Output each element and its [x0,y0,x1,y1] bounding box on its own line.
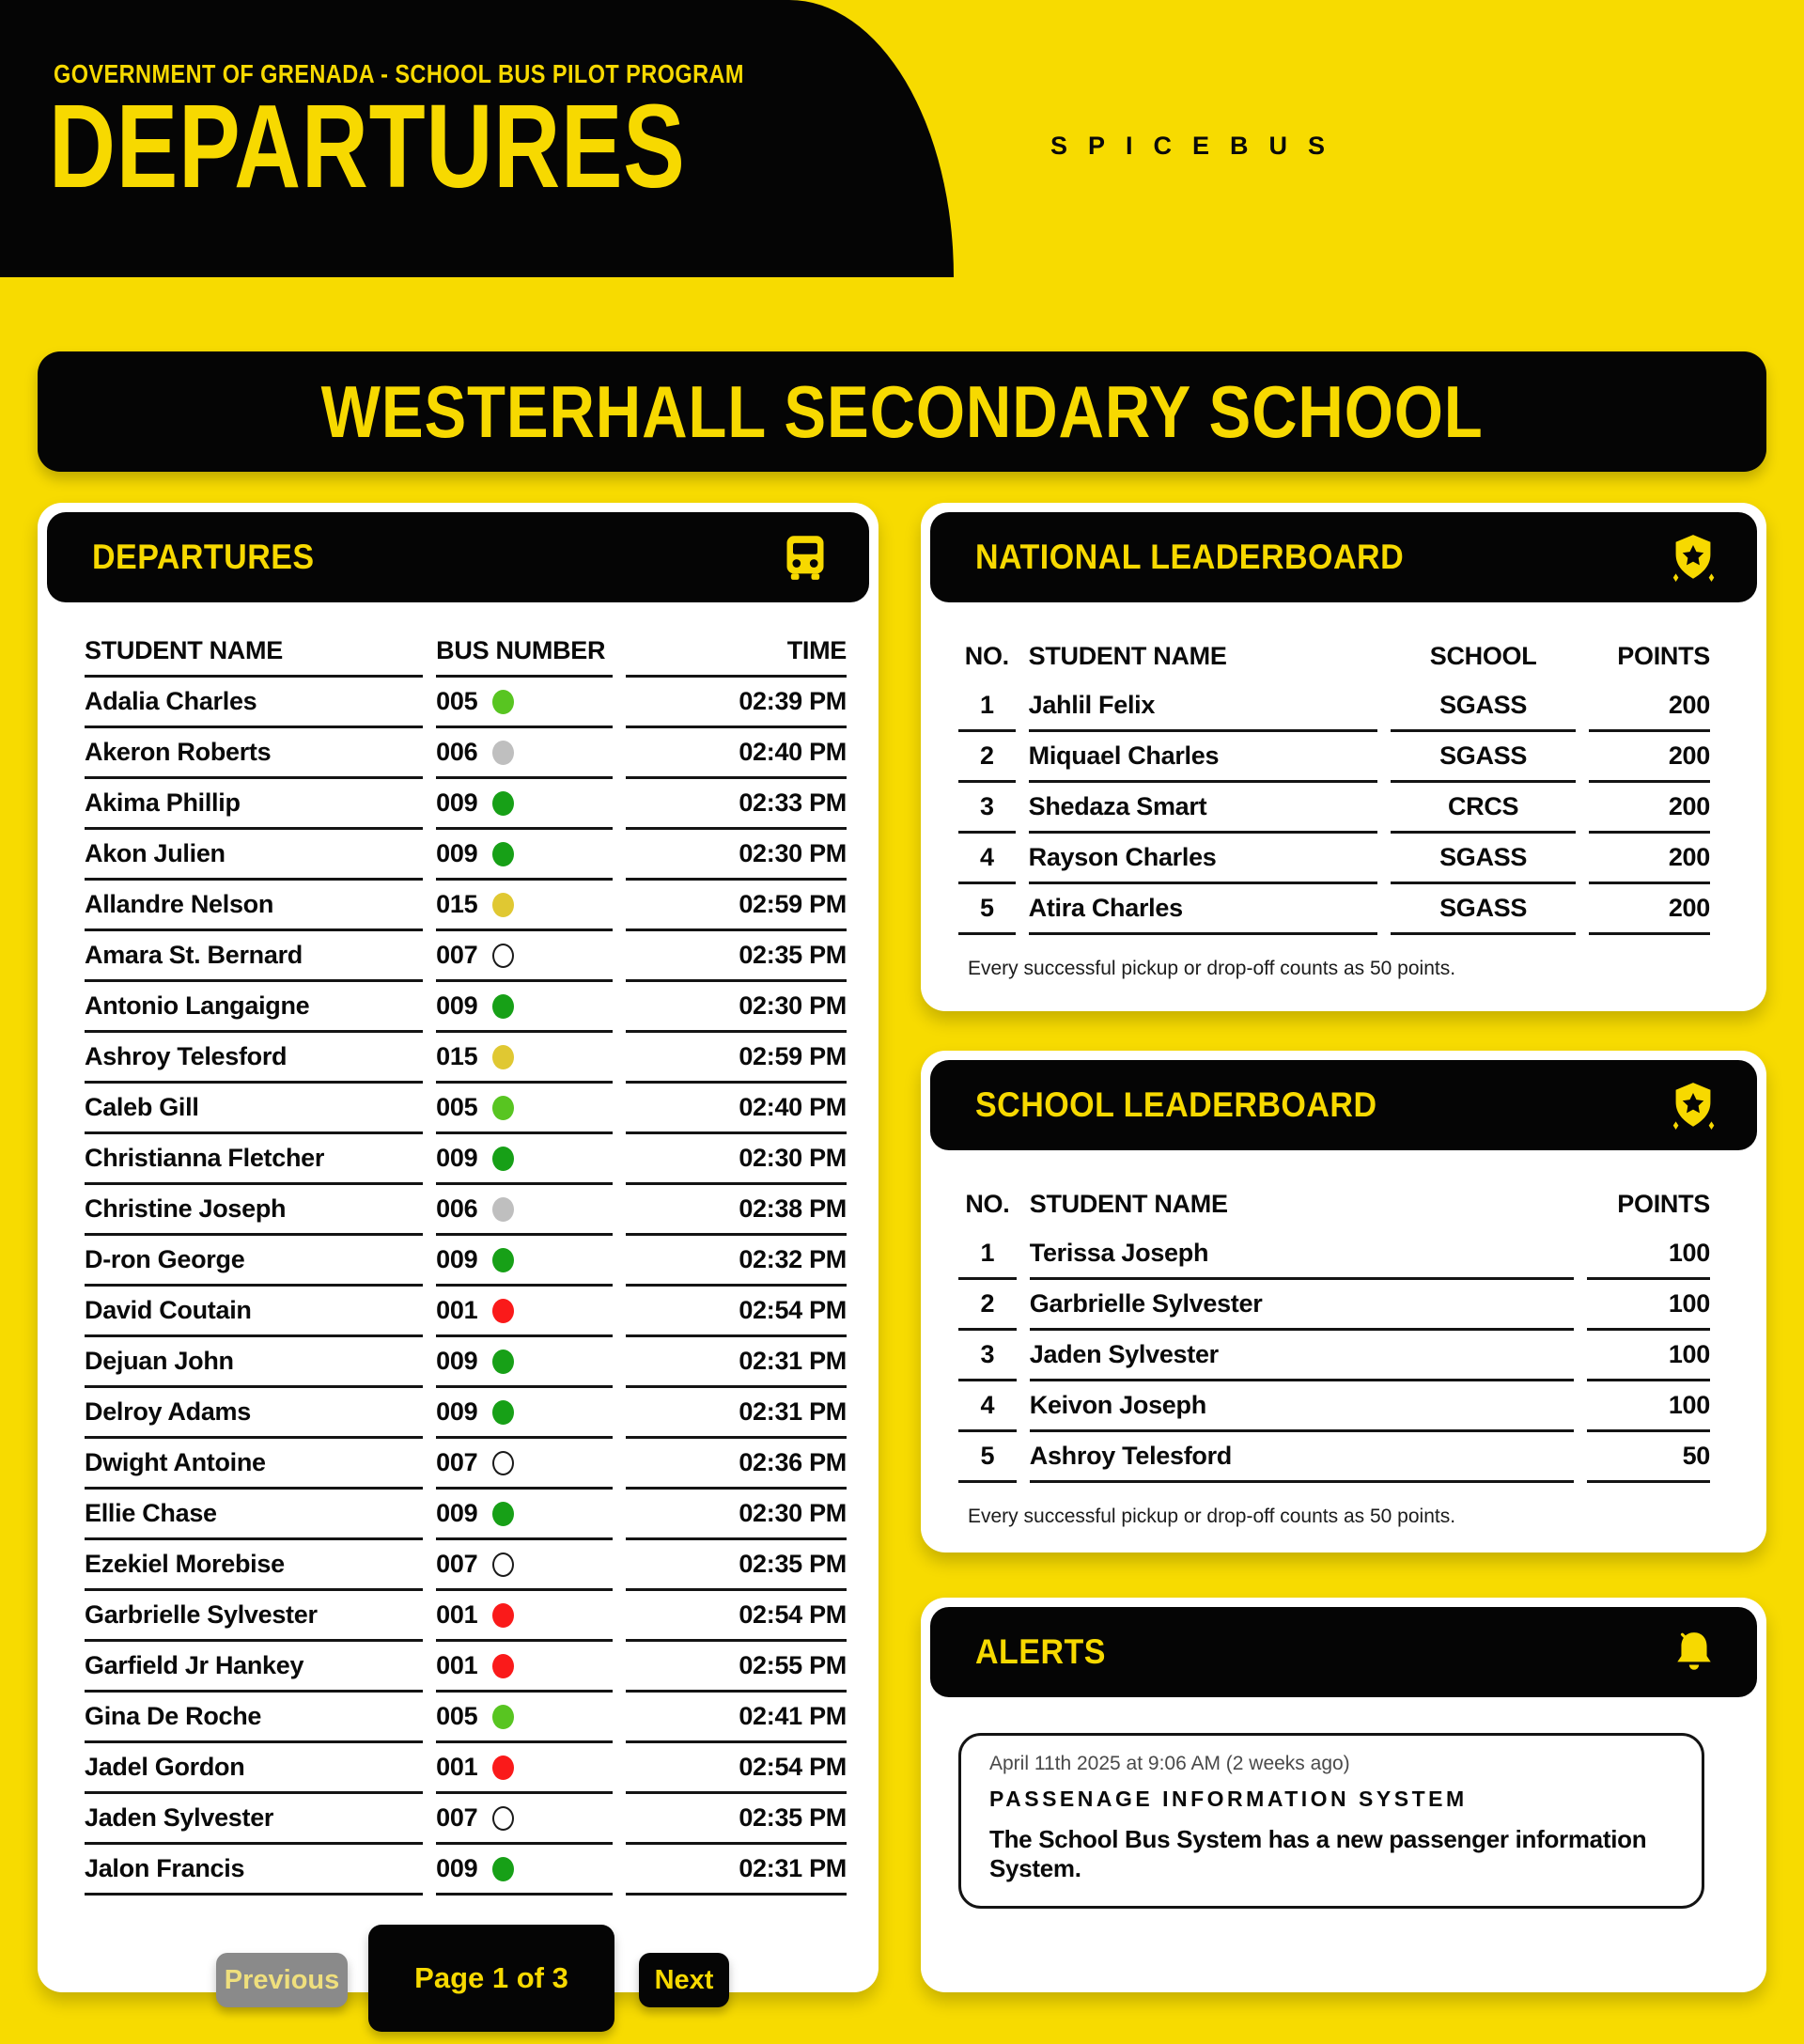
departure-time: 02:30 PM [626,1134,847,1185]
alerts-header [930,1607,1757,1697]
bus-number-cell [436,1591,613,1642]
leaderboard-row [958,1280,1710,1331]
leaderboard-row [958,884,1710,935]
student-name: Atira Charles [1029,884,1377,935]
student-name: Allandre Nelson [85,881,423,931]
bus-number: 009 [436,839,478,867]
leaderboard-row [958,1381,1710,1432]
student-name: Ellie Chase [85,1490,423,1540]
departure-row [85,728,847,779]
departure-row [85,1337,847,1388]
rank: 1 [958,681,1016,732]
student-name: Garbrielle Sylvester [85,1591,423,1642]
bus-number-cell [436,1337,613,1388]
departure-row [85,982,847,1033]
bus-number: 009 [436,1854,478,1882]
bus-status-indicator-green [492,1147,514,1171]
departures-title: DEPARTURES [92,538,315,576]
bus-number-cell [436,678,613,728]
departure-row [85,1033,847,1084]
departure-time: 02:31 PM [626,1845,847,1896]
departure-time: 02:30 PM [626,830,847,881]
national-leaderboard-panel [921,503,1766,1011]
school-leaderboard-table [945,1178,1723,1483]
bus-number: 005 [436,687,478,715]
bus-number: 006 [436,1194,478,1223]
column-header-student-name: STUDENT NAME [85,627,423,678]
leaderboard-row [958,1432,1710,1483]
bell-icon [1671,1629,1718,1676]
badge-icon [1669,533,1718,582]
national-leaderboard-header-row [958,631,1710,681]
student-name: Gina De Roche [85,1693,423,1743]
student-name: Jadel Gordon [85,1743,423,1794]
student-name: Christine Joseph [85,1185,423,1236]
bus-number-cell [436,931,613,982]
school-code: SGASS [1391,884,1576,935]
student-name: Ashroy Telesford [85,1033,423,1084]
national-leaderboard-title: NATIONAL LEADERBOARD [975,538,1405,576]
bus-number: 001 [436,1600,478,1629]
bus-status-indicator-white [492,1451,514,1475]
student-name: Keivon Joseph [1030,1381,1574,1432]
student-name: Jaden Sylvester [85,1794,423,1845]
column-header-student-name: STUDENT NAME [1028,641,1227,670]
departure-time: 02:33 PM [626,779,847,830]
bus-status-indicator-red [492,1299,514,1323]
student-name: Antonio Langaigne [85,982,423,1033]
column-header-school: SCHOOL [1429,641,1537,670]
bus-status-indicator-lime [492,1096,514,1120]
departure-time: 02:40 PM [626,728,847,779]
departure-row [85,1287,847,1337]
departure-time: 02:59 PM [626,881,847,931]
points: 100 [1587,1280,1710,1331]
bus-status-indicator-gray [492,741,514,765]
school-name: WESTERHALL SECONDARY SCHOOL [320,369,1484,453]
departure-time: 02:35 PM [626,931,847,982]
departure-time: 02:55 PM [626,1642,847,1693]
student-name: Terissa Joseph [1030,1229,1574,1280]
student-name: Caleb Gill [85,1084,423,1134]
departure-row [85,1490,847,1540]
bus-status-indicator-gray [492,1197,514,1222]
bus-status-indicator-lime [492,1705,514,1729]
student-name: Akon Julien [85,830,423,881]
bus-status-indicator-green [492,1350,514,1374]
bus-icon [781,533,830,582]
rank: 3 [958,783,1016,834]
bus-number-cell [436,1490,613,1540]
departure-row [85,931,847,982]
rank: 2 [958,732,1016,783]
bus-number: 009 [436,788,478,817]
page-indicator: Page 1 of 3 [368,1925,614,2032]
departure-row [85,1185,847,1236]
leaderboard-row [958,1229,1710,1280]
departure-row [85,1794,847,1845]
bus-number-cell [436,881,613,931]
bus-number: 007 [436,1550,478,1578]
student-name: Jalon Francis [85,1845,423,1896]
student-name: Amara St. Bernard [85,931,423,982]
leaderboard-row [958,834,1710,884]
bus-number-cell [436,1388,613,1439]
alerts-body [921,1707,1766,1909]
bus-status-indicator-green [492,1248,514,1272]
rank: 2 [958,1280,1017,1331]
student-name: Akima Phillip [85,779,423,830]
points: 50 [1587,1432,1710,1483]
rank: 3 [958,1331,1017,1381]
student-name: Ezekiel Morebise [85,1540,423,1591]
bus-number-cell [436,1743,613,1794]
bus-number: 006 [436,738,478,766]
bus-number: 007 [436,1448,478,1476]
previous-page-button[interactable]: Previous [216,1953,348,2007]
points: 200 [1589,884,1710,935]
departure-time: 02:54 PM [626,1743,847,1794]
bus-status-indicator-green [492,1502,514,1526]
bus-status-indicator-white [492,944,514,968]
points: 100 [1587,1229,1710,1280]
leaderboard-row [958,681,1710,732]
departure-time: 02:31 PM [626,1388,847,1439]
bus-status-indicator-green [492,994,514,1019]
bus-number-cell [436,1185,613,1236]
column-header-no: NO. [964,641,1009,670]
departure-time: 02:31 PM [626,1337,847,1388]
page-title: DEPARTURES [49,80,686,212]
points: 200 [1589,732,1710,783]
student-name: Shedaza Smart [1029,783,1377,834]
alert-timestamp: April 11th 2025 at 9:06 AM (2 weeks ago) [989,1753,1350,1774]
badge-icon [1669,1081,1718,1130]
bus-number: 015 [436,890,478,918]
bus-status-indicator-yellow [492,893,514,917]
departure-row [85,1134,847,1185]
departure-time: 02:40 PM [626,1084,847,1134]
departures-table [71,627,860,1896]
student-name: Dejuan John [85,1337,423,1388]
bus-number: 015 [436,1042,478,1070]
bus-number-cell [436,830,613,881]
departures-panel [38,503,879,1995]
departure-row [85,1743,847,1794]
bus-number: 007 [436,941,478,969]
leaderboard-row [958,732,1710,783]
departure-time: 02:30 PM [626,1490,847,1540]
bus-number: 009 [436,1245,478,1273]
departure-row [85,1591,847,1642]
alerts-panel [921,1598,1766,1992]
bus-number-cell [436,1845,613,1896]
bus-number-cell [436,779,613,830]
student-name: Delroy Adams [85,1388,423,1439]
column-header-student-name: STUDENT NAME [1029,1189,1228,1218]
points: 200 [1589,783,1710,834]
departure-row [85,1845,847,1896]
alerts-title: ALERTS [975,1632,1106,1671]
school-leaderboard-header-row [958,1178,1710,1229]
departure-time: 02:41 PM [626,1693,847,1743]
bus-number: 001 [436,1753,478,1781]
rank: 1 [958,1229,1017,1280]
departure-time: 02:35 PM [626,1794,847,1845]
departure-time: 02:35 PM [626,1540,847,1591]
rank: 4 [958,834,1016,884]
departure-row [85,881,847,931]
school-code: SGASS [1391,681,1576,732]
departure-row [85,1642,847,1693]
school-code: SGASS [1391,732,1576,783]
student-name: Dwight Antoine [85,1439,423,1490]
student-name: Jahlil Felix [1029,681,1377,732]
national-leaderboard-footnote: Every successful pickup or drop-off counts as 50 points. [968,958,1456,979]
bus-status-indicator-red [492,1654,514,1678]
school-leaderboard-footnote: Every successful pickup or drop-off counts as 50 points. [968,1506,1456,1527]
points: 200 [1589,834,1710,884]
departure-row [85,1693,847,1743]
departure-row [85,1388,847,1439]
bus-number: 009 [436,1347,478,1375]
bus-number-cell [436,1439,613,1490]
points: 100 [1587,1331,1710,1381]
points: 200 [1589,681,1710,732]
bus-status-indicator-white [492,1553,514,1577]
bus-status-indicator-red [492,1755,514,1780]
departures-header [47,512,869,602]
bus-number: 001 [436,1651,478,1679]
departure-row [85,1084,847,1134]
school-leaderboard-panel [921,1051,1766,1553]
column-header-points: POINTS [1617,1189,1710,1218]
bus-status-indicator-green [492,842,514,866]
bus-number: 001 [436,1296,478,1324]
rank: 5 [958,1432,1017,1483]
school-leaderboard-title: SCHOOL LEADERBOARD [975,1085,1377,1124]
national-leaderboard-table [945,631,1723,935]
student-name: Akeron Roberts [85,728,423,779]
bus-status-indicator-green [492,1857,514,1881]
column-header-time: TIME [626,627,847,678]
bus-status-indicator-red [492,1603,514,1628]
departure-time: 02:54 PM [626,1591,847,1642]
bus-number: 009 [436,1144,478,1172]
leaderboard-row [958,783,1710,834]
departures-table-header-row [85,627,847,678]
student-name: Adalia Charles [85,678,423,728]
bus-number-cell [436,1794,613,1845]
bus-status-indicator-green [492,1400,514,1425]
school-leaderboard-header [930,1060,1757,1150]
departure-row [85,779,847,830]
student-name: Garfield Jr Hankey [85,1642,423,1693]
departure-time: 02:32 PM [626,1236,847,1287]
departure-time: 02:38 PM [626,1185,847,1236]
program-subtitle: GOVERNMENT OF GRENADA - SCHOOL BUS PILOT PROGRAM [54,59,744,88]
bus-number-cell [436,1033,613,1084]
column-header-bus-number: BUS NUMBER [436,627,613,678]
alert-item [958,1733,1704,1909]
departure-row [85,1540,847,1591]
school-code: CRCS [1391,783,1576,834]
bus-number-cell [436,1642,613,1693]
bus-number: 007 [436,1803,478,1832]
bus-number-cell [436,982,613,1033]
departure-time: 02:39 PM [626,678,847,728]
student-name: D-ron George [85,1236,423,1287]
rank: 5 [958,884,1016,935]
bus-number: 009 [436,1397,478,1426]
bus-number: 005 [436,1702,478,1730]
bus-status-indicator-white [492,1806,514,1831]
bus-number-cell [436,1693,613,1743]
rank: 4 [958,1381,1017,1432]
bus-number-cell [436,1084,613,1134]
departure-time: 02:59 PM [626,1033,847,1084]
spicebus-logo: SPICEBUS [1050,132,1346,160]
bus-number: 009 [436,1499,478,1527]
student-name: Garbrielle Sylvester [1030,1280,1574,1331]
bus-status-indicator-yellow [492,1045,514,1069]
bus-number-cell [436,1134,613,1185]
column-header-points: POINTS [1617,641,1710,670]
departure-row [85,678,847,728]
student-name: Rayson Charles [1029,834,1377,884]
bus-number: 005 [436,1093,478,1121]
alert-title: PASSENAGE INFORMATION SYSTEM [989,1787,1468,1811]
student-name: David Coutain [85,1287,423,1337]
bus-number-cell [436,1287,613,1337]
leaderboard-row [958,1331,1710,1381]
bus-number: 009 [436,991,478,1020]
bus-status-indicator-green [492,791,514,816]
student-name: Ashroy Telesford [1030,1432,1574,1483]
next-page-button[interactable]: Next [639,1953,729,2007]
departure-time: 02:54 PM [626,1287,847,1337]
alert-message: The School Bus System has a new passenger information System. [989,1825,1647,1882]
header-hero [0,0,954,277]
student-name: Miquael Charles [1029,732,1377,783]
departure-row [85,1236,847,1287]
school-banner [38,351,1766,472]
bus-number-cell [436,1236,613,1287]
departure-row [85,1439,847,1490]
departure-time: 02:30 PM [626,982,847,1033]
column-header-no: NO. [965,1189,1010,1218]
national-leaderboard-header [930,512,1757,602]
bus-number-cell [436,1540,613,1591]
student-name: Jaden Sylvester [1030,1331,1574,1381]
school-code: SGASS [1391,834,1576,884]
bus-status-indicator-lime [492,690,514,714]
departure-row [85,830,847,881]
bus-number-cell [436,728,613,779]
departure-time: 02:36 PM [626,1439,847,1490]
points: 100 [1587,1381,1710,1432]
student-name: Christianna Fletcher [85,1134,423,1185]
